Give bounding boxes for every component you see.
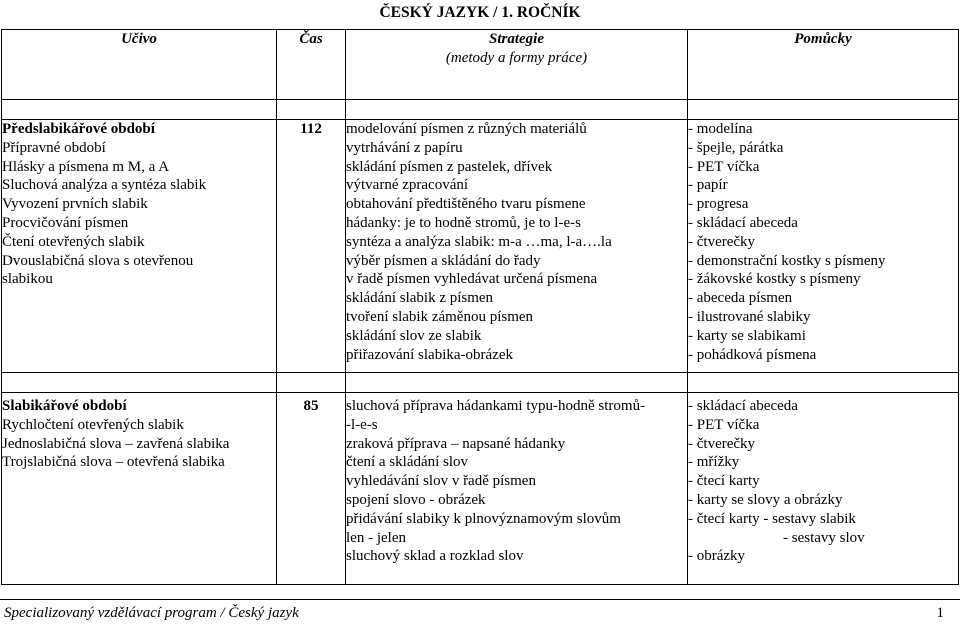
pomucky-line: - čtverečky bbox=[688, 233, 756, 250]
strategie-line: tvoření slabik záměnou písmen bbox=[346, 308, 534, 325]
pomucky-line: - papír bbox=[688, 177, 728, 194]
strategie-line: v řadě písmen vyhledávat určená písmena bbox=[346, 271, 598, 288]
column-header-strategie bbox=[346, 30, 688, 100]
spacer-row bbox=[2, 373, 959, 393]
ucivo-line: Vyvození prvních slabik bbox=[2, 196, 148, 213]
strategie-line: sluchová příprava hádankami typu-hodně stromů- bbox=[346, 398, 646, 414]
pomucky-cell bbox=[688, 393, 959, 585]
ucivo-line: Čtení otevřených slabik bbox=[2, 233, 145, 250]
table-header-row bbox=[2, 30, 959, 100]
strategie-cell bbox=[346, 393, 688, 585]
strategie-line: hádanky: je to hodně stromů, je to l-e-s bbox=[346, 214, 581, 231]
pomucky-line: - demonstrační kostky s písmeny bbox=[688, 252, 886, 269]
page-title: ČESKÝ JAZYK / 1. ROČNÍK bbox=[379, 4, 581, 21]
ucivo-line: Předslabikářové období bbox=[2, 121, 155, 137]
column-header-strategie-title: Strategie bbox=[489, 31, 544, 47]
pomucky-line: - čtecí karty - sestavy slabik bbox=[688, 510, 856, 527]
strategie-line: čtení a skládání slov bbox=[346, 454, 469, 471]
strategie-line: len - jelen bbox=[346, 529, 406, 546]
strategie-cell bbox=[346, 120, 688, 373]
pomucky-line: - modelína bbox=[688, 121, 753, 137]
pomucky-line: - PET víčka bbox=[688, 158, 760, 175]
strategie-line: přidávání slabiky k plnovýznamovým slovům bbox=[346, 510, 621, 527]
strategie-line: skládání slov ze slabik bbox=[346, 327, 482, 344]
pomucky-line: - špejle, párátka bbox=[688, 139, 784, 156]
pomucky-line: - ilustrované slabiky bbox=[688, 308, 811, 325]
pomucky-line: - sestavy slov bbox=[783, 529, 865, 546]
hours-cell: 112 bbox=[277, 120, 346, 373]
pomucky-line: - skládací abeceda bbox=[688, 214, 798, 231]
ucivo-line: Procvičování písmen bbox=[2, 214, 129, 231]
strategie-line: -l-e-s bbox=[346, 416, 378, 433]
ucivo-cell bbox=[2, 393, 277, 585]
column-header-pomucky: Pomůcky bbox=[688, 30, 959, 100]
strategie-line: skládání slabik z písmen bbox=[346, 290, 494, 307]
strategie-line: sluchový sklad a rozklad slov bbox=[346, 548, 524, 565]
strategie-line: skládání písmen z pastelek, dřívek bbox=[346, 158, 553, 175]
hours-cell: 85 bbox=[277, 393, 346, 585]
ucivo-line: Jednoslabičná slova – zavřená slabika bbox=[2, 435, 230, 452]
ucivo-line: Sluchová analýza a syntéza slabik bbox=[2, 177, 207, 194]
strategie-line: výtvarné zpracování bbox=[346, 177, 469, 194]
pomucky-line: - progresa bbox=[688, 196, 749, 213]
column-header-strategie-subtitle: (metody a formy práce) bbox=[445, 50, 588, 66]
pomucky-line: - karty se slabikami bbox=[688, 327, 806, 344]
table-row bbox=[2, 393, 959, 585]
footer-program-name: Specializovaný vzdělávací program / Český jazyk bbox=[4, 605, 299, 621]
footer-divider bbox=[0, 599, 960, 600]
column-header-ucivo: Učivo bbox=[2, 30, 277, 100]
ucivo-line: slabikou bbox=[2, 271, 53, 288]
pomucky-line: - pohádková písmena bbox=[688, 346, 817, 363]
pomucky-line: - karty se slovy a obrázky bbox=[688, 491, 843, 508]
ucivo-line: Přípravné období bbox=[2, 139, 106, 156]
ucivo-cell bbox=[2, 120, 277, 373]
pomucky-cell bbox=[688, 120, 959, 373]
ucivo-line: Trojslabičná slova – otevřená slabika bbox=[2, 454, 225, 471]
pomucky-line: - čtecí karty bbox=[688, 473, 760, 490]
strategie-line: obtahování předtištěného tvaru písmene bbox=[346, 196, 586, 213]
table-row bbox=[2, 120, 959, 373]
pomucky-line: - PET víčka bbox=[688, 416, 760, 433]
strategie-line: zraková příprava – napsané hádanky bbox=[346, 435, 566, 452]
column-header-cas: Čas bbox=[277, 30, 346, 100]
pomucky-line: - obrázky bbox=[688, 548, 746, 565]
spacer-row bbox=[2, 100, 959, 120]
strategie-line: modelování písmen z různých materiálů bbox=[346, 121, 587, 137]
strategie-line: výběr písmen a skládání do řady bbox=[346, 252, 541, 269]
strategie-line: syntéza a analýza slabik: m-a …ma, l-a….la bbox=[346, 233, 612, 250]
ucivo-line: Dvouslabičná slova s otevřenou bbox=[2, 252, 194, 269]
ucivo-line: Rychločtení otevřených slabik bbox=[2, 416, 184, 433]
strategie-line: přiřazování slabika-obrázek bbox=[346, 346, 513, 363]
strategie-line: vytrhávání z papíru bbox=[346, 139, 463, 156]
strategie-line: vyhledávání slov v řadě písmen bbox=[346, 473, 536, 490]
pomucky-line: - čtverečky bbox=[688, 435, 756, 452]
ucivo-line: Hlásky a písmena m M, a A bbox=[2, 158, 170, 175]
curriculum-table bbox=[1, 29, 959, 585]
pomucky-line: - abeceda písmen bbox=[688, 290, 793, 307]
ucivo-line: Slabikářové období bbox=[2, 398, 127, 414]
page-number: 1 bbox=[936, 605, 944, 621]
pomucky-line: - mřížky bbox=[688, 454, 740, 471]
pomucky-line: - skládací abeceda bbox=[688, 398, 798, 414]
pomucky-line: - žákovské kostky s písmeny bbox=[688, 271, 861, 288]
strategie-line: spojení slovo - obrázek bbox=[346, 491, 486, 508]
